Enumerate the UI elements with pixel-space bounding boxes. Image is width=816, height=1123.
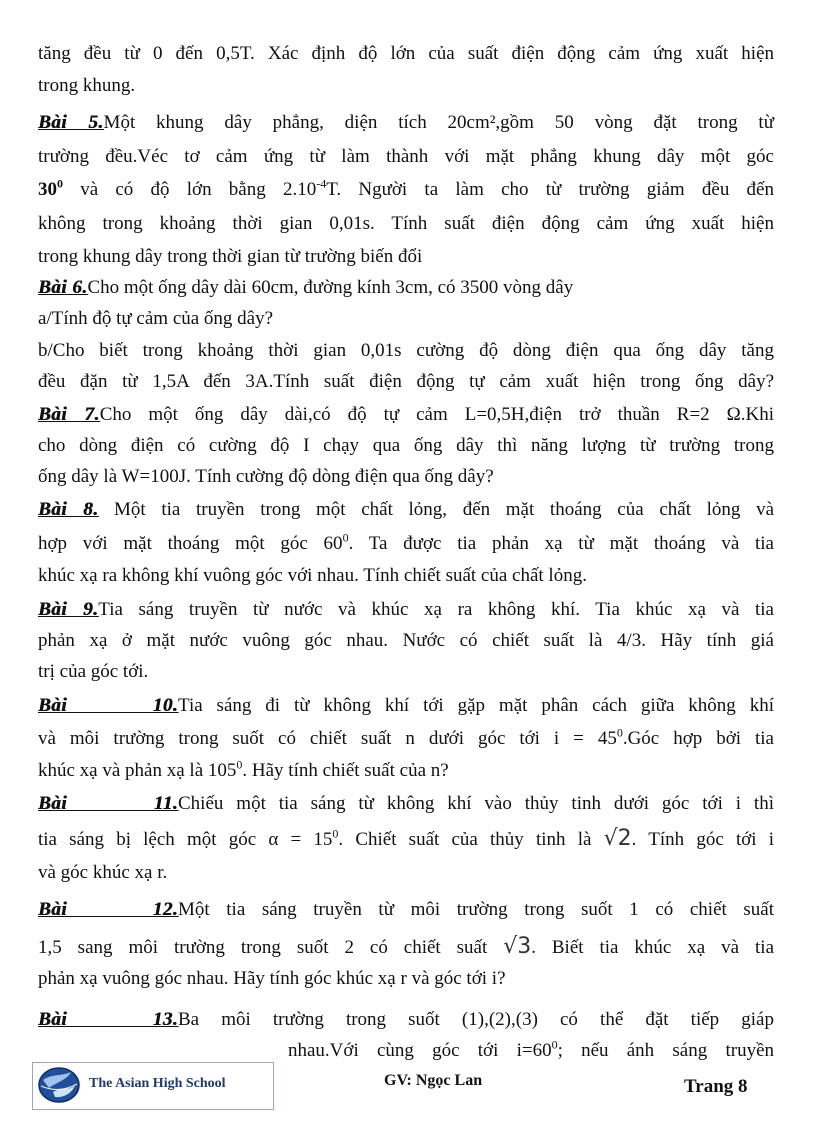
text-line: trường đều.Véc tơ cảm ứng từ làm thành với mặt phẳng khung dây một góc [38,146,774,167]
text-line: và góc khúc xạ r. [38,862,168,883]
exercise-label: Bài 6. [38,277,88,298]
exercise-11-line: Bài 11.Chiếu một tia sáng từ không khí vào thủy tinh dưới góc tới i thì [38,793,774,814]
exercise-8-line: Bài 8. Một tia truyền trong một chất lỏng, đến mặt thoáng của chất lỏng và [38,499,775,520]
text-line: nhau.Với cùng góc tới $i=60^0$; nếu ánh sáng truyền [288,1037,774,1061]
exercise-label: Bài 5. [38,112,104,133]
page-footer [32,1062,776,1110]
text-line: trong khung. [38,75,136,96]
sqrt-three: √3 [503,934,532,959]
exercise-13-line: Bài 13.Ba môi trường trong suốt (1),(2),(3) có thể đặt tiếp giáp [38,1009,774,1030]
teacher-name: GV: Ngọc Lan [384,1072,483,1089]
exercise-label: Bài 12. [38,899,178,920]
school-logo [32,1062,274,1110]
exercise-10-line: Bài 10.Tia sáng đi từ không khí tới gặp mặt phân cách giữa không khí [38,695,774,716]
school-name: The Asian High School [89,1076,226,1091]
sqrt-two: √2 [603,826,632,851]
text-line: 1,5 sang môi trường trong suốt 2 có chiết suất √3. Biết tia khúc xạ và tia [38,934,775,959]
exercise-5-line: Bài 5.Một khung dây phẳng, diện tích 20cm²,gồm 50 vòng đặt trong từ [38,112,775,133]
text-line: không trong khoảng thời gian 0,01s. Tính suất điện động cảm ứng xuất hiện [38,213,774,234]
text-line: phản xạ vuông góc nhau. Hãy tính góc khúc xạ r và góc tới i? [38,968,506,989]
text-line: tia sáng bị lệch một góc $\alpha = 15^0$. Chiết suất của thủy tinh là √2. Tính góc tới i [38,826,775,851]
exercise-label: Bài 9. [38,599,99,620]
text-line: phản xạ ở mặt nước vuông góc nhau. Nước có chiết suất là 4/3. Hãy tính giá [38,630,774,651]
exercise-9-line: Bài 9.Tia sáng truyền từ nước và khúc xạ ra không khí. Tia khúc xạ và tia [38,599,774,620]
page-number: Trang 8 [684,1076,748,1097]
globe-icon [37,1066,81,1104]
exercise-label: Bài 7. [38,404,100,425]
text-line: trị của góc tới. [38,661,149,682]
text-line: hợp với mặt thoáng một góc $60^0$. Ta được tia phản xạ từ mặt thoáng và tia [38,530,774,554]
exercise-7-line: Bài 7.Cho một ống dây dài,có độ tự cảm L=0,5H,điện trở thuần R=2 Ω.Khi [38,404,774,425]
text-line: a/Tính độ tự cảm của ống dây? [38,308,274,329]
text-line: khúc xạ ra không khí vuông góc với nhau. Tính chiết suất của chất lỏng. [38,565,587,586]
exercise-label: Bài 11. [38,793,178,814]
text-line: cho dòng điện có cường độ I chạy qua ống dây thì năng lượng từ trường trong [38,435,774,456]
exercise-label: Bài 10. [38,695,178,716]
exercise-6-line: Bài 6.Cho một ống dây dài 60cm, đường kính 3cm, có 3500 vòng dây [38,277,574,298]
text-line: b/Cho biết trong khoảng thời gian 0,01s cường độ dòng điện qua ống dây tăng [38,340,774,361]
text-line: khúc xạ và phản xạ là $105^0$. Hãy tính chiết suất của n? [38,757,449,781]
text-line: trong khung dây trong thời gian từ trường biến đổi [38,246,423,267]
text-line: tăng đều từ 0 đến 0,5T. Xác định độ lớn của suất điện động cảm ứng xuất hiện [38,43,774,64]
text-line: $30^0$ và có độ lớn bằng $2.10^{-4}T$. Người ta làm cho từ trường giảm đều đến [38,176,774,200]
exercise-label: Bài 13. [38,1009,178,1030]
exercise-label: Bài 8. [38,499,99,520]
exercise-12-line: Bài 12.Một tia sáng truyền từ môi trường trong suốt 1 có chiết suất [38,899,774,920]
text-line: và môi trường trong suốt có chiết suất n dưới góc tới $i = 45^0.Góc$ hợp bởi tia [38,725,774,749]
text-line: đều đặn từ 1,5A đến 3A.Tính suất điện động tự cảm xuất hiện trong ống dây? [38,371,774,392]
text-line: ống dây là W=100J. Tính cường độ dòng điện qua ống dây? [38,466,494,487]
